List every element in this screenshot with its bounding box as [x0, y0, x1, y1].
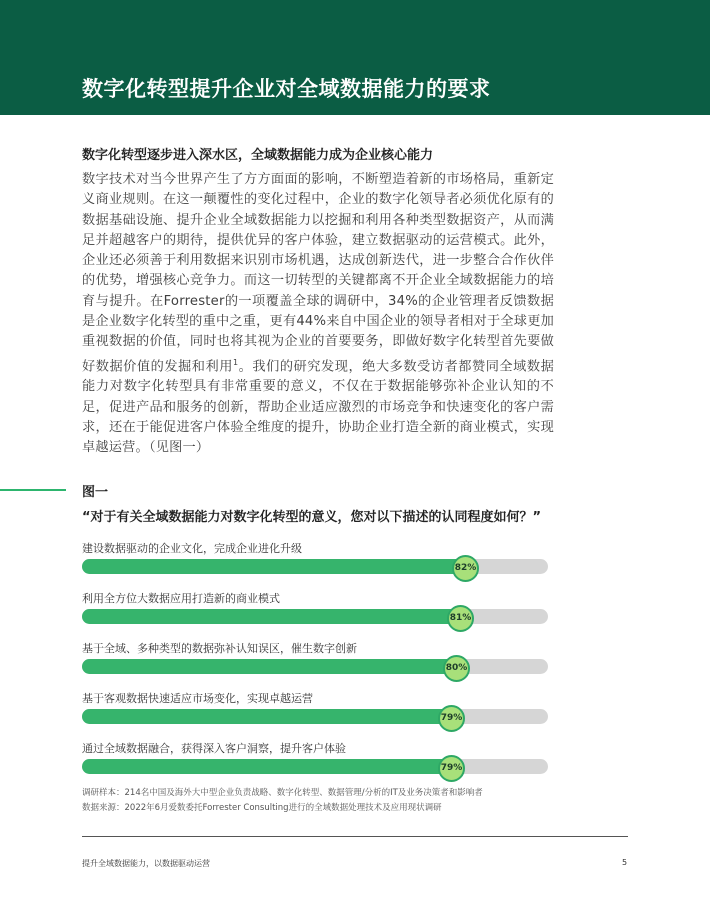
- bar-category-label: 建设数据驱动的企业文化，完成企业进化升级: [82, 542, 302, 555]
- footer-divider: [82, 836, 628, 837]
- bar-category-label: 基于客观数据快速适应市场变化，实现卓越运营: [82, 692, 313, 705]
- bar-row: [82, 690, 548, 730]
- bar-fill: [82, 659, 455, 674]
- bar-value-label: 79%: [438, 705, 465, 732]
- bar-row: [82, 540, 548, 580]
- bar-value-label: 80%: [443, 655, 470, 682]
- figure-label: 图一: [82, 485, 109, 500]
- bar-category-label: 基于全域、多种类型的数据弥补认知误区，催生数字创新: [82, 642, 357, 655]
- footer-title: 提升全域数据能力，以数据驱动运营: [82, 859, 210, 868]
- figure-accent-line: [0, 489, 66, 491]
- bar-row: [82, 640, 548, 680]
- survey-sample-note: 调研样本：214名中国及海外大中型企业负责战略、数字化转型、数据管理/分析的IT及业务决策者和影响者: [82, 788, 483, 798]
- bar-fill: [82, 609, 459, 624]
- body-tail-text: 。我们的研究发现，绝大多数受访者都赞同全域数据能力对数字化转型具有非常重要的意义，不仅在于数据能够弥补企业认知的不足，促进产品和服务的创新，帮助企业适应激烈的市场竞争和快速变化的客户需求，还在于能促进客户体验全维度的提升，协助企业打造全新的商业模式，实现卓越运营。（见图一）: [82, 359, 554, 456]
- page-title: 数字化转型提升企业对全域数据能力的要求: [82, 77, 491, 101]
- section-subheading: 数字化转型逐步进入深水区，全域数据能力成为企业核心能力: [82, 148, 434, 163]
- body-paragraph: [82, 170, 554, 459]
- body-main-text: 数字技术对当今世界产生了方方面面的影响，不断塑造着新的市场格局，重新定义商业规则。在这一颠覆性的变化过程中，企业的数字化领导者必须优化原有的数据基础设施、提升企业全域数据能力以挖掘和利用各种类型数据资产，从而满足并超越客户的期待，提供优异的客户体验，建立数据驱动的运营模式。此外，企业还必须善于利用数据来识别市场机遇，达成创新迭代，进一步整合合作伙伴的优势，增强核心竞争力。而这一切转型的关键都离不开企业全域数据能力的培育与提升。在Forrester的一项覆盖全球的调研中，34%的企业管理者反馈数据是企业数字化转型的重中之重，更有44%来自中国企业的领导者相对于全球更加重视数据的价值，同时也将其视为企业的首要要务，即做好数字化转型首先要做好数据价值的发掘和利用: [82, 172, 554, 375]
- bar-value-label: 79%: [438, 755, 465, 782]
- page-number: 5: [622, 858, 628, 867]
- bar-fill: [82, 709, 450, 724]
- page-header: [0, 0, 710, 115]
- bar-track: [82, 559, 548, 574]
- bar-value-label: 81%: [447, 605, 474, 632]
- bar-track: [82, 759, 548, 774]
- footnote-mark: 1: [233, 357, 239, 367]
- bar-track: [82, 659, 548, 674]
- data-source-note: 数据来源：2022年6月爱数委托Forrester Consulting进行的全域数据处理技术及应用现状调研: [82, 803, 442, 813]
- bar-row: [82, 590, 548, 630]
- bar-track: [82, 709, 548, 724]
- figure-question: “对于有关全域数据能力对数字化转型的意义，您对以下描述的认同程度如何？”: [82, 510, 542, 525]
- bar-fill: [82, 559, 464, 574]
- bar-row: [82, 740, 548, 780]
- bar-value-label: 82%: [452, 555, 479, 582]
- bar-track: [82, 609, 548, 624]
- bar-category-label: 通过全域数据融合，获得深入客户洞察，提升客户体验: [82, 742, 346, 755]
- bar-fill: [82, 759, 450, 774]
- bar-category-label: 利用全方位大数据应用打造新的商业模式: [82, 592, 280, 605]
